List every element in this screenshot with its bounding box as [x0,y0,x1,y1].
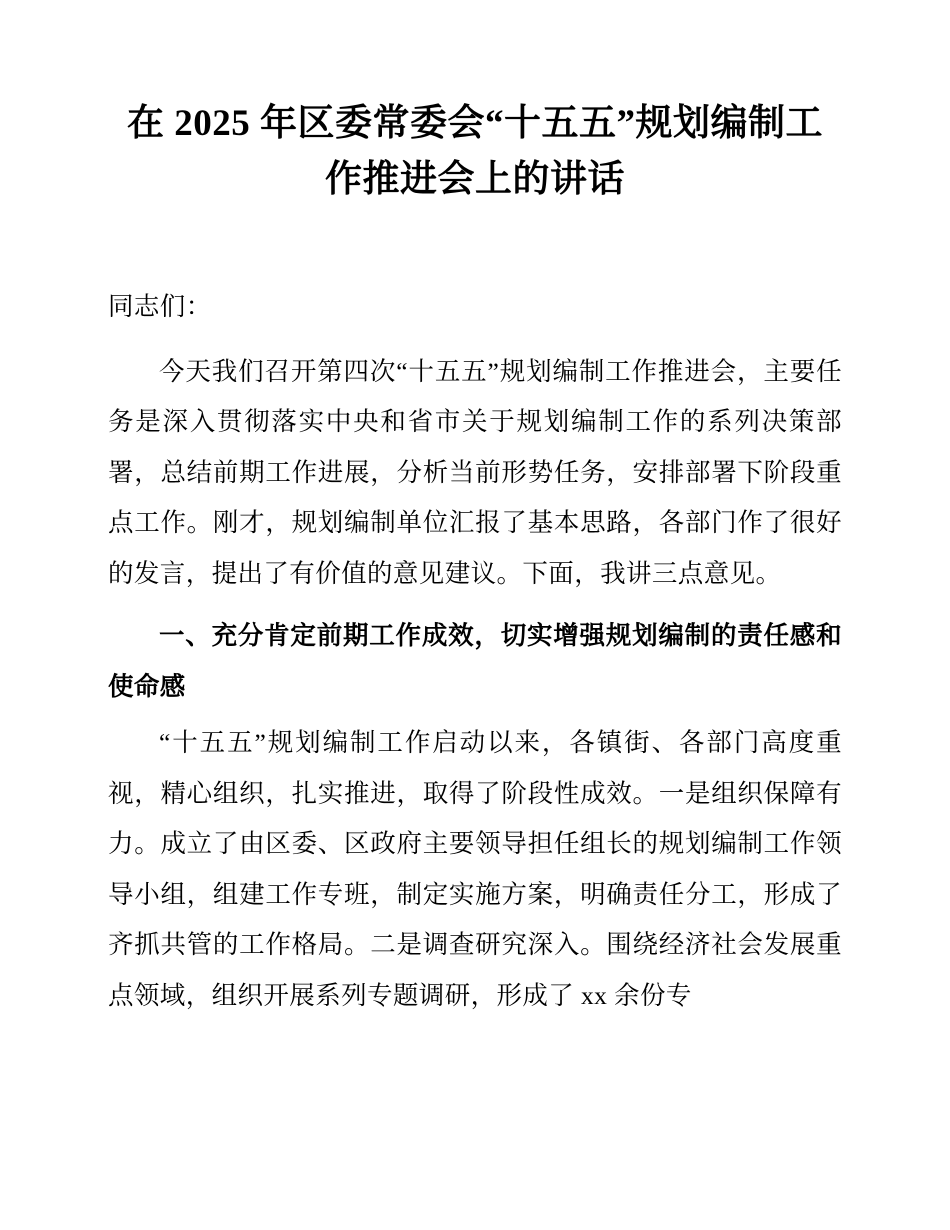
section-heading-one: 一、充分肯定前期工作成效，切实增强规划编制的责任感和使命感 [108,621,842,701]
page-title: 在 2025 年区委常委会“十五五”规划编制工作推进会上的讲话 [127,103,823,201]
salutation: 同志们： [108,292,212,322]
title-spacer [108,208,842,282]
paragraph-gap [108,337,842,347]
intro-paragraph: 今天我们召开第四次“十五五”规划编制工作推进会，主要任务是深入贯彻落实中央和省市关于规划编制工作的系列决策部署，总结前期工作进展，分析当前形势任务，安排部署下阶段重点工作。刚才，规划编制单位汇报了基本思路，各部门作了很好的发言，提出了有价值的意见建议。下面，我讲三点意见。 [108,356,842,588]
section-paragraph-one: “十五五”规划编制工作启动以来，各镇街、各部门高度重视，精心组织，扎实推进，取得了阶段性成效。一是组织保障有力。成立了由区委、区政府主要领导担任组长的规划编制工作领导小组，组建工作专班，制定实施方案，明确责任分工，形成了齐抓共管的工作格局。二是调查研究深入。围绕经济社会发展重点领域，组织开展系列专题调研，形成了 xx 余份专 [108,728,842,1010]
